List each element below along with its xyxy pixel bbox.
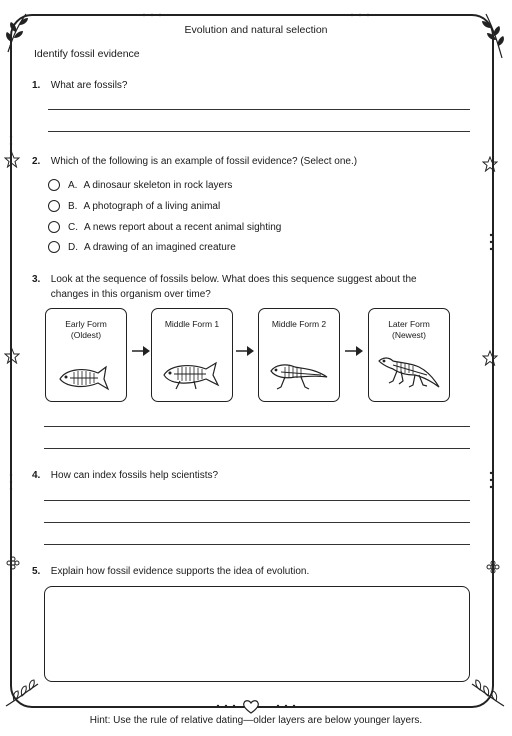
question-text: How can index fossils help scientists? (50, 470, 219, 481)
question-number: 5. (32, 566, 41, 577)
leaf-sprig-icon (2, 670, 42, 710)
star-icon (482, 156, 498, 172)
arrow-right-icon (131, 344, 151, 358)
answer-line[interactable] (44, 522, 470, 523)
question-1 (32, 78, 127, 93)
flower-icon (486, 560, 500, 574)
question-4 (32, 468, 218, 483)
question-number: 2. (32, 156, 41, 167)
option-text: A photograph of a living animal (83, 200, 221, 212)
worksheet-title: Evolution and natural selection (184, 24, 328, 36)
question-text: Explain how fossil evidence supports the idea of evolution. (50, 566, 310, 577)
answer-line[interactable] (44, 448, 470, 449)
answer-line[interactable] (44, 426, 470, 427)
radio-button[interactable] (48, 200, 60, 212)
question-number: 1. (32, 80, 41, 91)
option-letter: B. (68, 200, 78, 212)
option-letter: A. (68, 179, 78, 191)
arrow-right-icon (344, 344, 364, 358)
question-text: Which of the following is an example of fossil evidence? (Select one.) (50, 156, 358, 167)
dots-decoration (7, 134, 15, 156)
fossil-label: Middle Form 1 (164, 319, 220, 329)
option-d[interactable] (48, 239, 236, 255)
fish-skeleton-icon (52, 331, 120, 401)
fossil-label: Early Form (Oldest) (65, 319, 107, 340)
radio-button[interactable] (48, 179, 60, 191)
flower-icon (6, 556, 20, 570)
tetrapod-skeleton-icon (265, 331, 333, 401)
fossil-label: Later Form (Newest) (388, 319, 430, 340)
dots-decoration (487, 470, 495, 492)
star-icon (4, 348, 20, 364)
option-a[interactable] (48, 177, 232, 193)
question-text: Look at the sequence of fossils below. What does this sequence suggest about the (50, 274, 417, 285)
answer-box[interactable] (44, 586, 470, 682)
question-number: 4. (32, 470, 41, 481)
question-text-continued: changes in this organism over time? (50, 289, 211, 300)
answer-line[interactable] (44, 544, 470, 545)
finned-fish-skeleton-icon (158, 331, 226, 401)
fossil-box-early (45, 308, 127, 402)
lizard-skeleton-icon (375, 331, 443, 401)
question-number: 3. (32, 274, 41, 285)
option-b[interactable] (48, 198, 220, 214)
radio-button[interactable] (48, 241, 60, 253)
fossil-box-middle-2 (258, 308, 340, 402)
answer-line[interactable] (44, 500, 470, 501)
question-3 (32, 272, 417, 302)
answer-line[interactable] (48, 109, 470, 110)
fossil-box-later (368, 308, 450, 402)
dots-decoration (7, 472, 15, 494)
option-text: A dinosaur skeleton in rock layers (83, 179, 233, 191)
dots-decoration (487, 232, 495, 254)
option-letter: C. (68, 221, 78, 233)
option-text: A drawing of an imagined creature (84, 241, 236, 253)
radio-button[interactable] (48, 221, 60, 233)
star-icon (482, 350, 498, 366)
question-text: What are fossils? (50, 80, 128, 91)
option-text: A news report about a recent animal sighting (84, 221, 282, 233)
question-2 (32, 154, 357, 169)
hint-text: Hint: Use the rule of relative dating—older layers are below younger layers. (89, 715, 423, 726)
dots-decoration (140, 11, 372, 19)
question-5 (32, 564, 309, 579)
worksheet-subtitle: Identify fossil evidence (34, 48, 140, 60)
option-c[interactable] (48, 219, 281, 235)
dots-decoration (214, 702, 298, 710)
fossil-box-middle-1 (151, 308, 233, 402)
option-letter: D. (68, 241, 78, 253)
leaf-sprig-icon (468, 670, 508, 710)
fossil-label: Middle Form 2 (271, 319, 327, 329)
answer-line[interactable] (48, 131, 470, 132)
arrow-right-icon (235, 344, 255, 358)
